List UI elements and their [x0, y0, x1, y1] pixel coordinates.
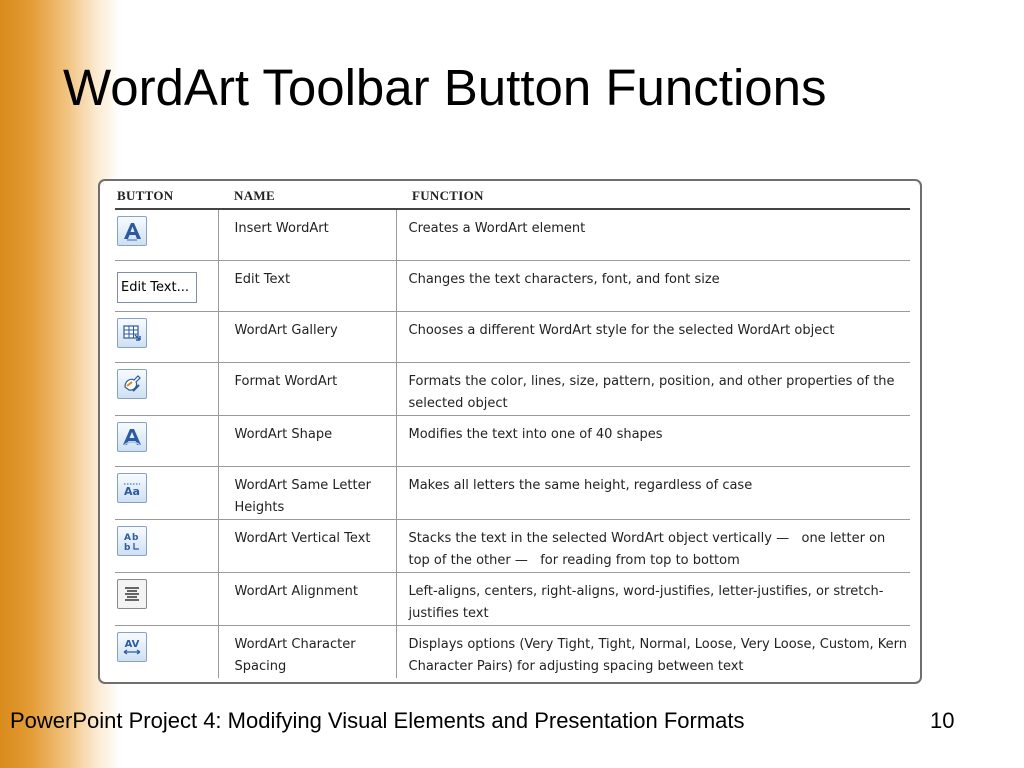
button-cell	[115, 209, 218, 260]
name-cell: WordArt Shape	[218, 415, 396, 466]
table-row	[115, 572, 910, 625]
table-row	[115, 260, 910, 311]
wordart-shape-icon[interactable]	[117, 422, 147, 452]
function-cell: Chooses a different WordArt style for the selected WordArt object	[396, 311, 910, 362]
button-cell	[115, 625, 218, 678]
edit-text-button[interactable]: Edit Text...	[117, 272, 197, 303]
function-cell: Left-aligns, centers, right-aligns, word-justifies, letter-justifies, or stretch-justifies text	[396, 572, 910, 625]
function-cell: Displays options (Very Tight, Tight, Normal, Loose, Very Loose, Custom, Kern Character Pairs) for adjusting spacing between text	[396, 625, 910, 678]
table-row	[115, 209, 910, 260]
button-functions-table	[115, 187, 910, 678]
function-cell: Stacks the text in the selected WordArt object vertically — one letter on top of the other — for reading from top to bottom	[396, 519, 910, 572]
function-cell: Changes the text characters, font, and font size	[396, 260, 910, 311]
button-functions-table-frame	[98, 179, 922, 684]
format-wordart-icon[interactable]	[117, 369, 147, 399]
table-row	[115, 466, 910, 519]
table-row	[115, 625, 910, 678]
svg-text:A: A	[124, 532, 131, 543]
header-name: NAME	[234, 188, 275, 203]
button-cell	[115, 519, 218, 572]
name-cell: WordArt Vertical Text	[218, 519, 396, 572]
header-function: FUNCTION	[412, 188, 484, 203]
function-cell: Creates a WordArt element	[396, 209, 910, 260]
svg-text:b: b	[124, 542, 131, 552]
vertical-text-icon[interactable]	[117, 526, 147, 556]
button-cell	[115, 362, 218, 415]
slide-title: WordArt Toolbar Button Functions	[63, 59, 827, 116]
name-cell: Format WordArt	[218, 362, 396, 415]
table-header-row	[115, 187, 910, 209]
function-cell: Formats the color, lines, size, pattern, position, and other properties of the selected object	[396, 362, 910, 415]
character-spacing-icon[interactable]	[117, 632, 147, 662]
alignment-icon[interactable]	[117, 579, 147, 609]
name-cell: WordArt Gallery	[218, 311, 396, 362]
table-row	[115, 362, 910, 415]
name-cell: Insert WordArt	[218, 209, 396, 260]
slide-footer: PowerPoint Project 4: Modifying Visual Elements and Presentation Formats	[10, 708, 745, 733]
name-cell: WordArt Same Letter Heights	[218, 466, 396, 519]
button-cell	[115, 466, 218, 519]
same-letter-heights-icon[interactable]	[117, 473, 147, 503]
svg-text:b: b	[132, 532, 139, 543]
name-cell: WordArt Alignment	[218, 572, 396, 625]
table-row	[115, 519, 910, 572]
insert-wordart-icon[interactable]	[117, 216, 147, 246]
table-row	[115, 311, 910, 362]
function-cell: Modifies the text into one of 40 shapes	[396, 415, 910, 466]
name-cell: Edit Text	[218, 260, 396, 311]
wordart-gallery-icon[interactable]	[117, 318, 147, 348]
button-cell	[115, 572, 218, 625]
table-row	[115, 415, 910, 466]
button-cell	[115, 415, 218, 466]
page-number: 10	[930, 708, 955, 733]
header-button: BUTTON	[117, 188, 174, 203]
function-cell: Makes all letters the same height, regardless of case	[396, 466, 910, 519]
svg-text:Aa: Aa	[124, 484, 140, 498]
svg-text:AV: AV	[124, 638, 140, 650]
name-cell: WordArt Character Spacing	[218, 625, 396, 678]
button-cell	[115, 260, 218, 311]
button-cell	[115, 311, 218, 362]
